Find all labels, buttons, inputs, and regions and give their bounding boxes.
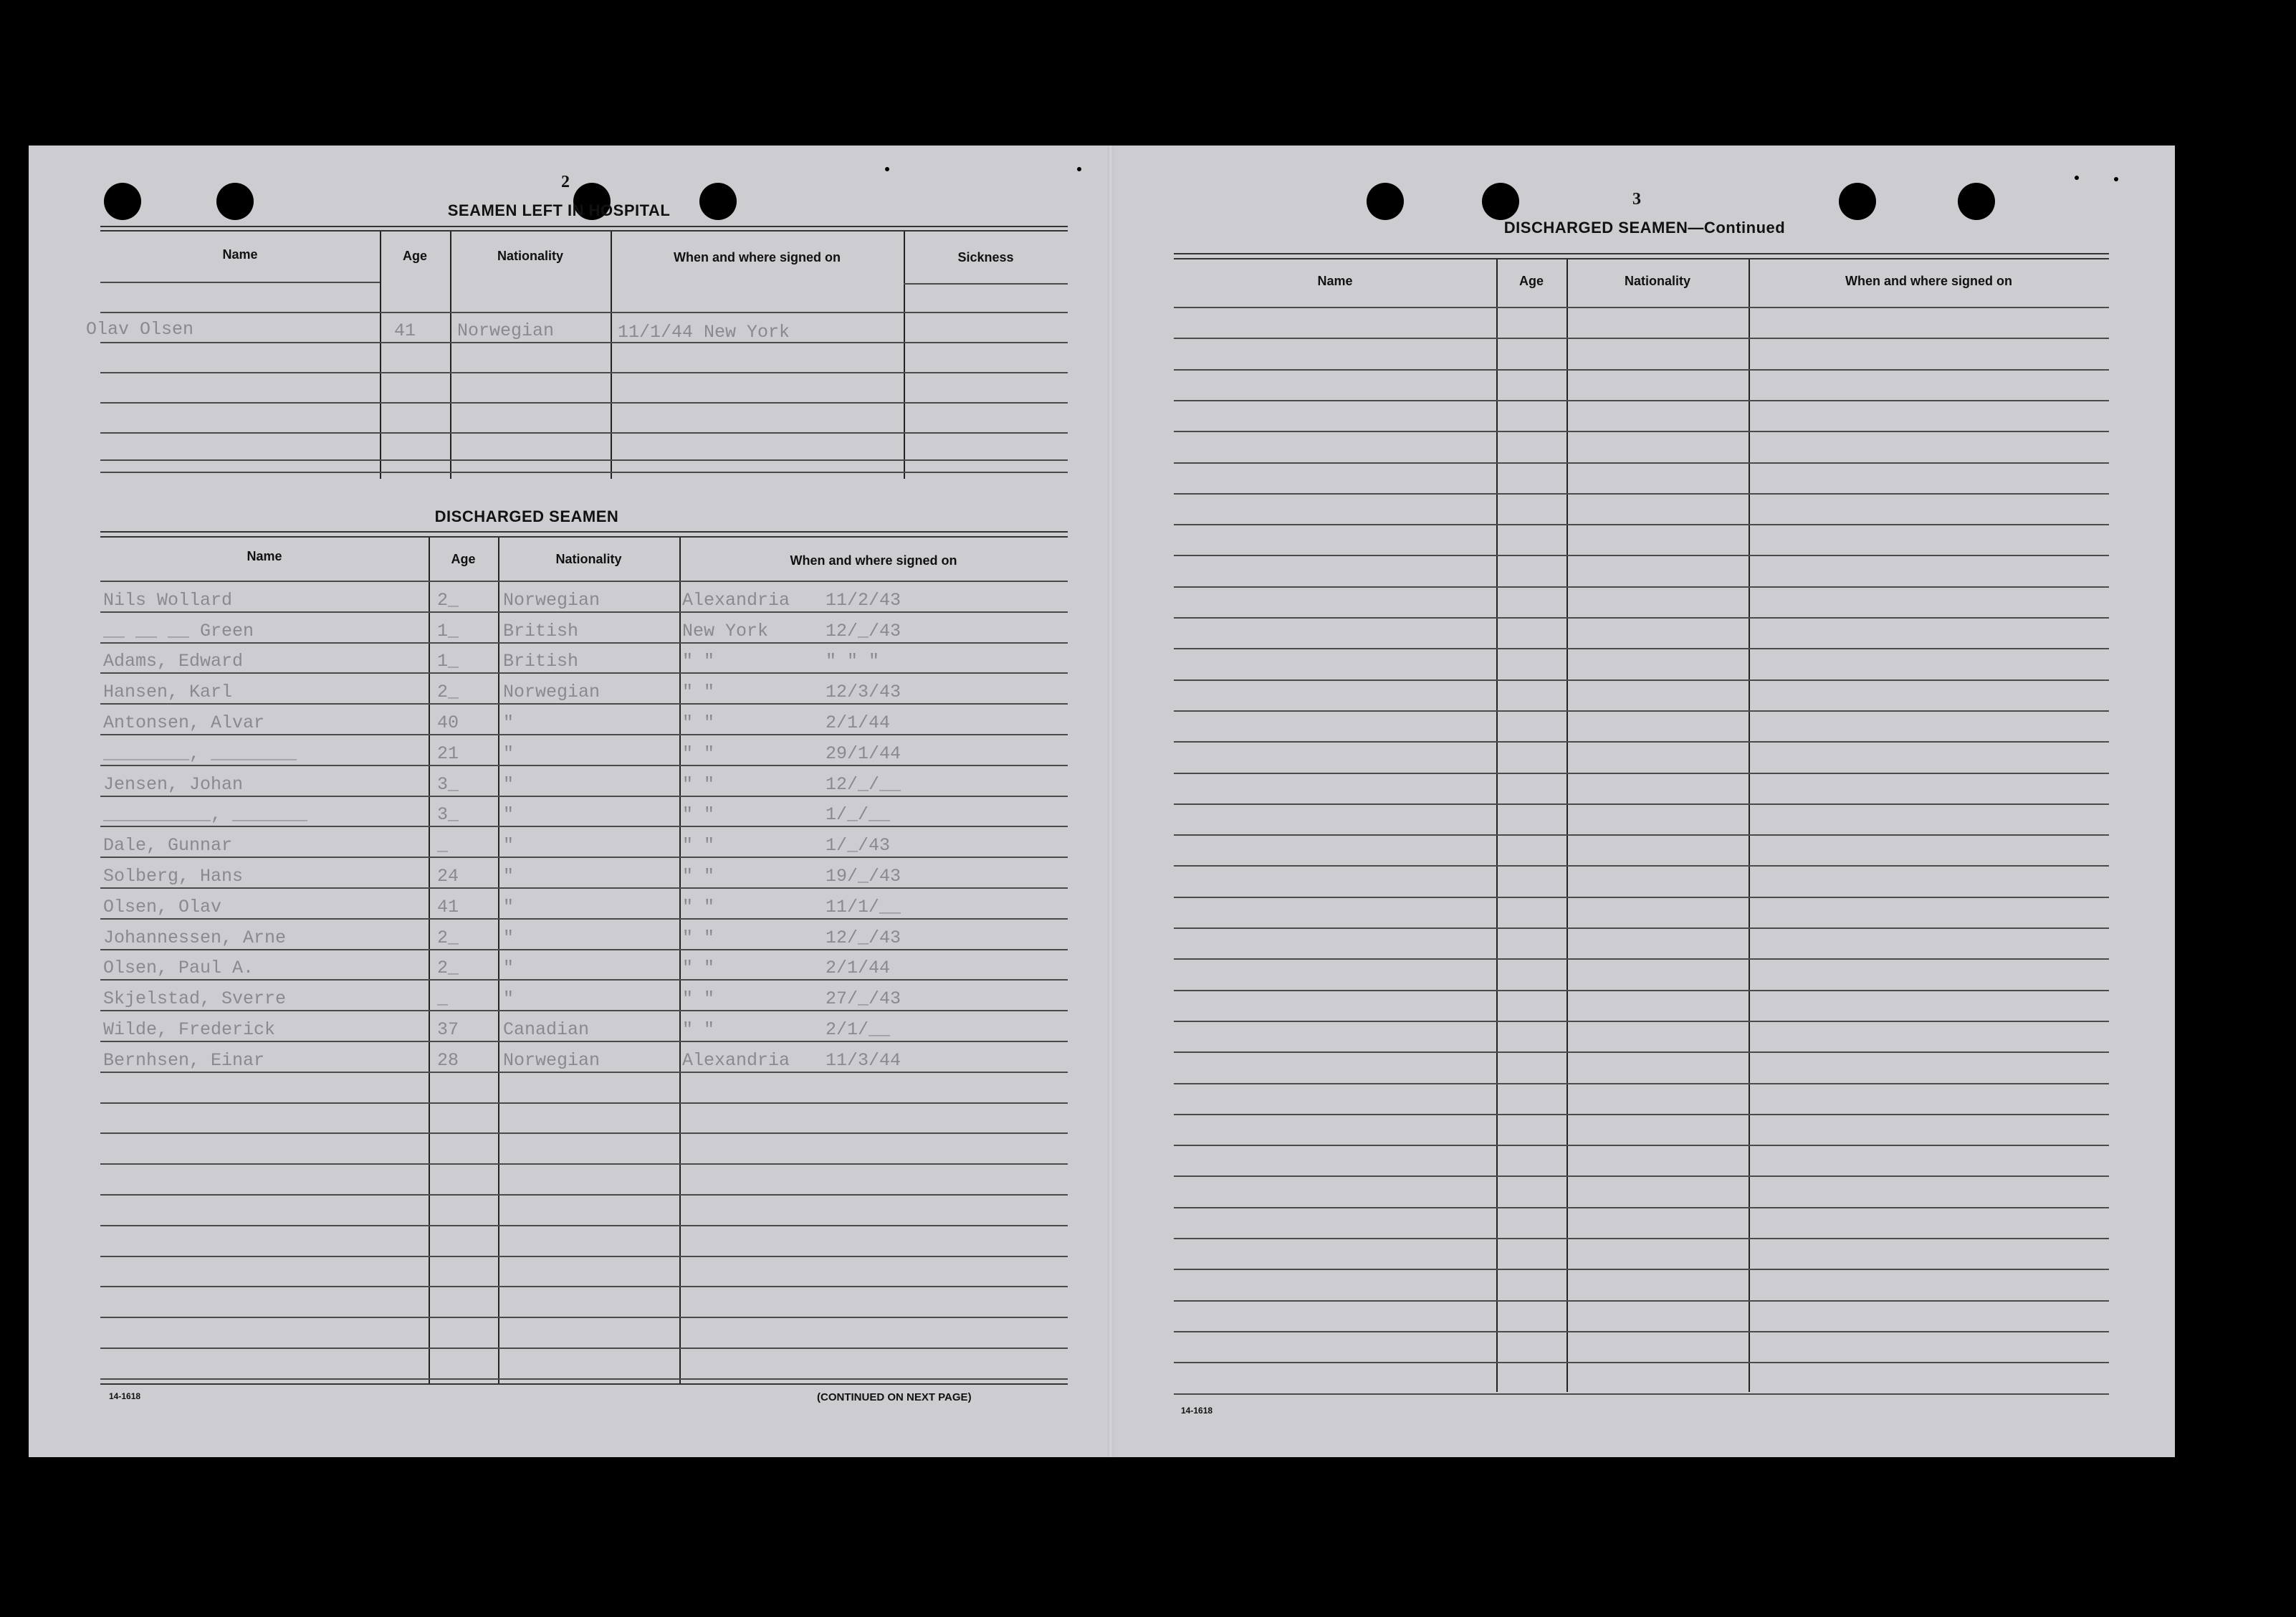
column-header-nationality: Nationality (1624, 274, 1690, 288)
row-rule (1174, 400, 2109, 401)
punch-hole (1482, 183, 1519, 220)
row-rule (100, 826, 1068, 827)
discharged-age-cell: 2_ (437, 590, 459, 611)
discharged-name-cell: __ __ __ Green (103, 621, 254, 641)
discharged-where-cell: New York (682, 621, 769, 641)
discharged-age-cell: _ (437, 835, 449, 856)
discharged-where-cell: " " (682, 927, 715, 948)
discharged-nationality-cell: " (503, 835, 515, 856)
discharged-where-cell: " " (682, 682, 715, 702)
page-number: 3 (1632, 190, 1641, 209)
discharged-table (100, 538, 1068, 1383)
discharged-name-cell: Bernhsen, Einar (103, 1050, 265, 1071)
hospital-table (86, 232, 1068, 479)
row-rule (100, 703, 1068, 705)
column-header-signed-on: When and where signed on (673, 250, 841, 264)
row-rule (1174, 990, 2109, 991)
row-rule (1174, 1175, 2109, 1177)
row-rule (100, 1194, 1068, 1196)
discharged-name-cell: Hansen, Karl (103, 682, 233, 702)
discharged-date-cell: 12/3/43 (826, 682, 901, 702)
row-rule (100, 282, 380, 283)
discharged-name-cell: Skjelstad, Sverre (103, 988, 287, 1009)
discharged-date-cell: 2/1/44 (826, 712, 891, 733)
title-rule (1174, 253, 2109, 254)
punch-hole (1958, 183, 1995, 220)
column-divider (380, 232, 381, 479)
discharged-age-cell: 1_ (437, 621, 459, 641)
row-rule (100, 1010, 1068, 1011)
discharged-nationality-cell: Norwegian (503, 1050, 601, 1071)
row-rule (1174, 1051, 2109, 1053)
discharged-age-cell: _ (437, 988, 449, 1009)
hospital-age-cell: 41 (394, 320, 416, 341)
row-rule (1174, 524, 2109, 525)
row-rule (1174, 307, 2109, 308)
column-header-nationality: Nationality (555, 552, 622, 566)
discharged-nationality-cell: " (503, 866, 515, 887)
row-rule (1174, 1300, 2109, 1302)
row-rule (100, 642, 1068, 644)
row-rule (100, 1102, 1068, 1104)
discharged-date-cell: 11/3/44 (826, 1050, 901, 1071)
row-rule (1174, 803, 2109, 805)
row-rule (1174, 1145, 2109, 1146)
discharged-where-cell: Alexandria (682, 590, 790, 611)
row-rule (100, 1163, 1068, 1165)
discharged-nationality-cell: " (503, 804, 515, 825)
column-header-age: Age (451, 552, 476, 566)
row-rule (100, 672, 1068, 674)
row-rule (1174, 1362, 2109, 1363)
row-rule (100, 1132, 1068, 1134)
discharged-date-cell: 29/1/44 (826, 743, 901, 764)
discharged-nationality-cell: Norwegian (503, 590, 601, 611)
discharged-date-cell: 11/1/__ (826, 897, 901, 917)
column-divider (611, 232, 612, 479)
discharged-where-cell: Alexandria (682, 1050, 790, 1071)
row-rule (100, 1041, 1068, 1042)
column-header-signed-on: When and where signed on (790, 553, 957, 568)
discharged-age-cell: 28 (437, 1050, 459, 1071)
column-header-name: Name (1317, 274, 1353, 288)
discharged-age-cell: 41 (437, 897, 459, 917)
bottom-rule (100, 1383, 1068, 1385)
row-rule (1174, 741, 2109, 743)
row-rule (1174, 773, 2109, 774)
row-rule (100, 979, 1068, 981)
discharged-nationality-cell: " (503, 712, 515, 733)
discharged-age-cell: 2_ (437, 927, 459, 948)
discharged-name-cell: Nils Wollard (103, 590, 233, 611)
row-rule (1174, 1114, 2109, 1115)
discharged-date-cell: 1/_/__ (826, 804, 891, 825)
discharged-age-cell: 1_ (437, 651, 459, 672)
row-rule (1174, 369, 2109, 371)
row-rule (100, 796, 1068, 797)
discharged-name-cell: Jensen, Johan (103, 774, 244, 795)
discharged-date-cell: " " " (826, 651, 880, 672)
discharged-where-cell: " " (682, 835, 715, 856)
discharged-where-cell: " " (682, 651, 715, 672)
punch-hole (1367, 183, 1404, 220)
discharged-name-cell: Adams, Edward (103, 651, 244, 672)
column-divider (1749, 259, 1750, 1392)
discharged-where-cell: " " (682, 958, 715, 978)
continued-note: (CONTINUED ON NEXT PAGE) (817, 1391, 972, 1403)
row-rule (1174, 865, 2109, 867)
hospital-signed-cell: 11/1/44 New York (618, 322, 790, 343)
row-rule (1174, 648, 2109, 649)
row-rule (100, 1256, 1068, 1257)
row-rule (100, 1286, 1068, 1287)
discharged-where-cell: " " (682, 712, 715, 733)
column-header-nationality: Nationality (497, 249, 563, 263)
discharged-nationality-cell: " (503, 743, 515, 764)
row-rule (100, 472, 1068, 473)
discharged-name-cell: Olsen, Paul A. (103, 958, 254, 978)
discharged-name-cell: Wilde, Frederick (103, 1019, 276, 1040)
discharged-date-cell: 19/_/43 (826, 866, 901, 887)
column-header-sickness: Sickness (957, 250, 1014, 264)
discharged-where-cell: " " (682, 1019, 715, 1040)
row-rule (1174, 338, 2109, 339)
discharged-nationality-cell: " (503, 958, 515, 978)
discharged-age-cell: 3_ (437, 804, 459, 825)
row-rule (1174, 710, 2109, 712)
punch-hole (104, 183, 141, 220)
discharged-name-cell: Antonsen, Alvar (103, 712, 265, 733)
row-rule (100, 1348, 1068, 1349)
discharged-where-cell: " " (682, 774, 715, 795)
row-rule (1174, 586, 2109, 588)
row-rule (100, 1378, 1068, 1380)
discharged-date-cell: 2/1/__ (826, 1019, 891, 1040)
discharged-where-cell: " " (682, 897, 715, 917)
row-rule (100, 312, 1068, 313)
column-divider (1566, 259, 1568, 1392)
discharged-age-cell: 24 (437, 866, 459, 887)
dust-speck (885, 167, 889, 171)
row-rule (100, 857, 1068, 858)
discharged-nationality-cell: " (503, 774, 515, 795)
form-code: 14-1618 (1181, 1406, 1213, 1416)
punch-hole (216, 183, 254, 220)
discharged-date-cell: 12/_/__ (826, 774, 901, 795)
hospital-nationality-cell: Norwegian (457, 320, 555, 341)
title-rule (100, 226, 1068, 227)
row-rule (100, 1225, 1068, 1226)
discharged-date-cell: 12/_/43 (826, 621, 901, 641)
discharged-date-cell: 12/_/43 (826, 927, 901, 948)
discharged-date-cell: 27/_/43 (826, 988, 901, 1009)
row-rule (1174, 1238, 2109, 1239)
discharged-date-cell: 11/2/43 (826, 590, 901, 611)
discharged-name-cell: Johannessen, Arne (103, 927, 287, 948)
row-rule (100, 459, 1068, 461)
row-rule (100, 611, 1068, 613)
row-rule (1174, 927, 2109, 929)
dust-speck (1077, 167, 1081, 171)
row-rule (1174, 493, 2109, 495)
row-rule (1174, 555, 2109, 556)
column-header-age: Age (1518, 274, 1544, 288)
column-divider (904, 232, 905, 479)
discharged-name-cell: Dale, Gunnar (103, 835, 233, 856)
row-rule (100, 765, 1068, 766)
row-rule (1174, 834, 2109, 836)
row-rule (100, 918, 1068, 920)
discharged-name-cell: Solberg, Hans (103, 866, 244, 887)
discharged-nationality-cell: British (503, 651, 579, 672)
row-rule (1174, 1269, 2109, 1270)
right-page (1111, 146, 2175, 1457)
column-divider (1496, 259, 1498, 1392)
row-rule (1174, 958, 2109, 960)
discharged-nationality-cell: " (503, 897, 515, 917)
row-rule (100, 342, 1068, 343)
discharged-age-cell: 40 (437, 712, 459, 733)
row-rule (1174, 1331, 2109, 1332)
row-rule (100, 949, 1068, 950)
discharged-age-cell: 3_ (437, 774, 459, 795)
row-rule (1174, 1393, 2109, 1395)
dust-speck (2114, 177, 2118, 181)
form-code: 14-1618 (109, 1391, 141, 1401)
discharged-nationality-cell: British (503, 621, 579, 641)
row-rule (1174, 1021, 2109, 1022)
punch-hole (1839, 183, 1876, 220)
discharged-section-title: DISCHARGED SEAMEN (434, 507, 619, 525)
discharged-age-cell: 2_ (437, 958, 459, 978)
row-rule (100, 1072, 1068, 1073)
discharged-where-cell: " " (682, 804, 715, 825)
row-rule (100, 887, 1068, 889)
column-header-signed-on: When and where signed on (1845, 274, 2012, 288)
discharged-age-cell: 21 (437, 743, 459, 764)
discharged-name-cell: ________, ________ (103, 743, 297, 764)
title-rule (100, 531, 1068, 533)
row-rule (1174, 431, 2109, 432)
ledger-sheet (29, 146, 2175, 1457)
dust-speck (2075, 176, 2079, 180)
row-rule (100, 581, 1068, 582)
discharged-nationality-cell: " (503, 927, 515, 948)
hospital-name-cell: Olav Olsen (86, 319, 194, 340)
discharged-age-cell: 37 (437, 1019, 459, 1040)
row-rule (100, 1317, 1068, 1318)
discharged-where-cell: " " (682, 988, 715, 1009)
column-header-name: Name (222, 247, 258, 262)
discharged-date-cell: 1/_/43 (826, 835, 891, 856)
left-page (29, 146, 1111, 1457)
column-header-name: Name (247, 549, 282, 563)
discharged-nationality-cell: Canadian (503, 1019, 590, 1040)
discharged-where-cell: " " (682, 866, 715, 887)
discharged-nationality-cell: " (503, 988, 515, 1009)
continued-table (1174, 259, 2109, 1392)
row-rule (1174, 617, 2109, 619)
row-rule (1174, 679, 2109, 681)
row-rule (100, 402, 1068, 404)
column-header-age: Age (402, 249, 427, 263)
continued-section-title: DISCHARGED SEAMEN—Continued (1503, 219, 1786, 237)
row-rule (1174, 462, 2109, 464)
discharged-date-cell: 2/1/44 (826, 958, 891, 978)
row-rule (100, 734, 1068, 735)
discharged-where-cell: " " (682, 743, 715, 764)
discharged-nationality-cell: Norwegian (503, 682, 601, 702)
column-divider (450, 232, 451, 479)
row-rule (1174, 1083, 2109, 1084)
page-number: 2 (561, 173, 570, 191)
discharged-name-cell: __________, _______ (103, 804, 308, 825)
discharged-age-cell: 2_ (437, 682, 459, 702)
row-rule (100, 432, 1068, 434)
row-rule (100, 372, 1068, 373)
hospital-section-title: SEAMEN LEFT IN HOSPITAL (447, 201, 671, 219)
discharged-name-cell: Olsen, Olav (103, 897, 222, 917)
row-rule (1174, 1207, 2109, 1208)
row-rule (1174, 897, 2109, 898)
row-rule (904, 283, 1068, 285)
